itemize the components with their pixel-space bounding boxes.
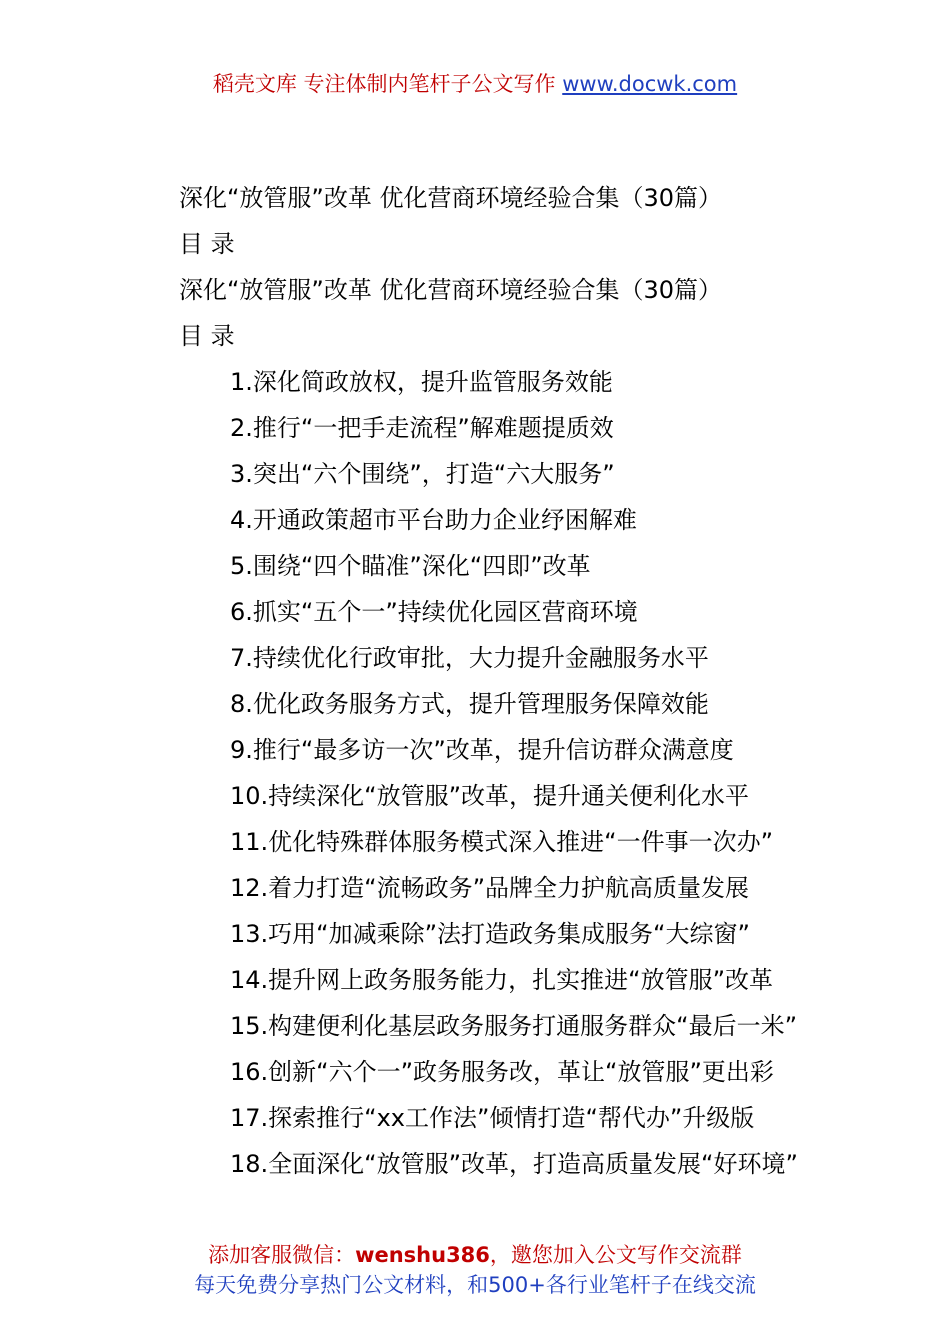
header-website-link[interactable]: www.docwk.com — [562, 72, 738, 96]
toc-item: 5.围绕“四个瞄准”深化“四即”改革 — [230, 552, 591, 580]
toc-item: 8.优化政务服务方式，提升管理服务保障效能 — [230, 690, 709, 718]
footer-contact-prefix: 添加客服微信： — [208, 1243, 356, 1267]
toc-item: 1.深化简政放权，提升监管服务效能 — [230, 368, 613, 396]
toc-item: 17.探索推行“xx工作法”倾情打造“帮代办”升级版 — [230, 1104, 755, 1132]
toc-heading: 目 录 — [179, 230, 235, 258]
toc-item: 6.抓实“五个一”持续优化园区营商环境 — [230, 598, 638, 626]
toc-item: 7.持续优化行政审批，大力提升金融服务水平 — [230, 644, 709, 672]
toc-item: 15.构建便利化基层政务服务打通服务群众“最后一米” — [230, 1012, 798, 1040]
footer-contact-suffix: ，邀您加入公文写作交流群 — [489, 1243, 742, 1267]
toc-item: 18.全面深化“放管服”改革，打造高质量发展“好环境” — [230, 1150, 798, 1178]
toc-item: 4.开通政策超市平台助力企业纾困解难 — [230, 506, 637, 534]
document-body — [179, 175, 879, 1187]
footer-promo-line: 每天免费分享热门公文材料，和500+各行业笔杆子在线交流 — [194, 1273, 756, 1297]
toc-item: 2.推行“一把手走流程”解难题提质效 — [230, 414, 614, 442]
footer-wechat-id: wenshu386 — [355, 1243, 490, 1267]
toc-item: 14.提升网上政务服务能力，扎实推进“放管服”改革 — [230, 966, 774, 994]
document-title: 深化“放管服”改革 优化营商环境经验合集（30篇） — [179, 184, 723, 212]
toc-item: 9.推行“最多访一次”改革，提升信访群众满意度 — [230, 736, 734, 764]
toc-item: 10.持续深化“放管服”改革，提升通关便利化水平 — [230, 782, 750, 810]
document-title-repeat: 深化“放管服”改革 优化营商环境经验合集（30篇） — [179, 276, 723, 304]
toc-item: 16.创新“六个一”政务服务改，革让“放管服”更出彩 — [230, 1058, 774, 1086]
toc-item: 13.巧用“加减乘除”法打造政务集成服务“大综窗” — [230, 920, 750, 948]
page-header — [0, 70, 950, 98]
toc-item: 3.突出“六个围绕”，打造“六大服务” — [230, 460, 615, 488]
header-brand-text: 稻壳文库 专注体制内笔杆子公文写作 — [212, 72, 556, 96]
toc-list — [179, 359, 879, 1187]
footer-contact-line — [0, 1241, 950, 1269]
toc-item: 12.着力打造“流畅政务”品牌全力护航高质量发展 — [230, 874, 750, 902]
toc-heading-repeat: 目 录 — [179, 322, 235, 350]
toc-item: 11.优化特殊群体服务模式深入推进“一件事一次办” — [230, 828, 774, 856]
